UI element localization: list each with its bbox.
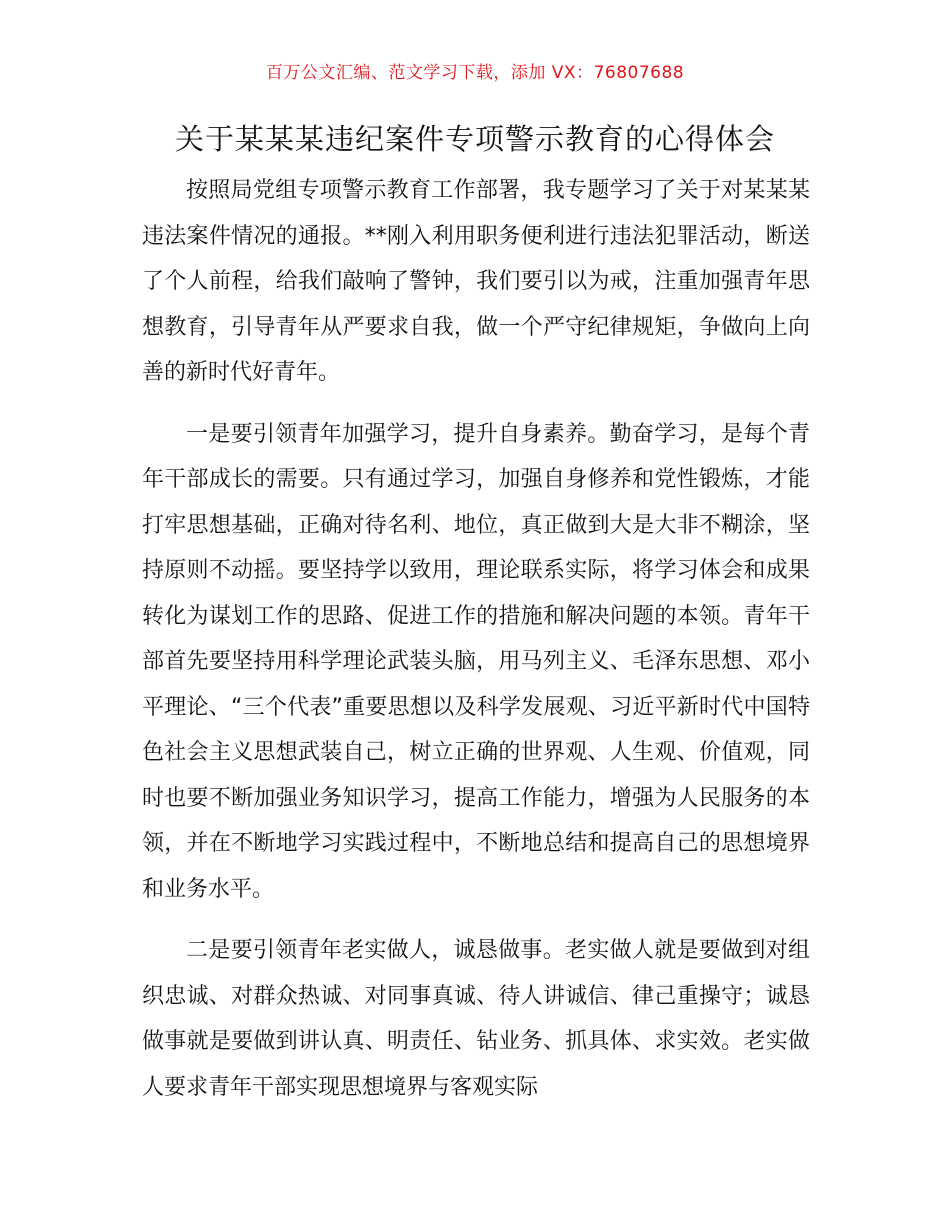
paragraph-point-two: 二是要引领青年老实做人，诚恳做事。老实做人就是要做到对组织忠诚、对群众热诚、对同事真诚、待人讲诚信、律己重操守；诚恳做事就是要做到讲认真、明责任、钻业务、抓具体、求实效。老实做人要求青年干部实现思想境界与客观实际 bbox=[142, 938, 810, 1100]
paragraph-point-one: 一是要引领青年加强学习，提升自身素养。勤奋学习，是每个青年干部成长的需要。只有通过学习，加强自身修养和党性锻炼，才能打牢思想基础，正确对待名利、地位，真正做到大是大非不糊涂，坚持原则不动摇。要坚持学以致用，理论联系实际，将学习体会和成果转化为谋划工作的思路、促进工作的措施和解决问题的本领。青年干部首先要坚持用科学理论武装头脑，用马列主义、毛泽东思想、邓小平理论、“三个代表”重要思想以及科学发展观、习近平新时代中国特色社会主义思想武装自己，树立正确的世界观、人生观、价值观，同时也要不断加强业务知识学习，提高工作能力，增强为人民服务的本领，并在不断地学习实践过程中，不断地总结和提高自己的思想境界和业务水平。 bbox=[142, 421, 810, 902]
paragraph-intro: 按照局党组专项警示教育工作部署，我专题学习了关于对某某某违法案件情况的通报。**刚入利用职务便利进行违法犯罪活动，断送了个人前程，给我们敲响了警钟，我们要引以为戒，注重加强青年思想教育，引导青年从严要求自我，做一个严守纪律规矩，争做向上向善的新时代好青年。 bbox=[142, 178, 810, 385]
document-body bbox=[142, 168, 810, 1126]
document-title: 关于某某某违纪案件专项警示教育的心得体会 bbox=[174, 122, 775, 156]
header-banner: 百万公文汇编、范文学习下载，添加 VX：76807688 bbox=[265, 63, 685, 83]
